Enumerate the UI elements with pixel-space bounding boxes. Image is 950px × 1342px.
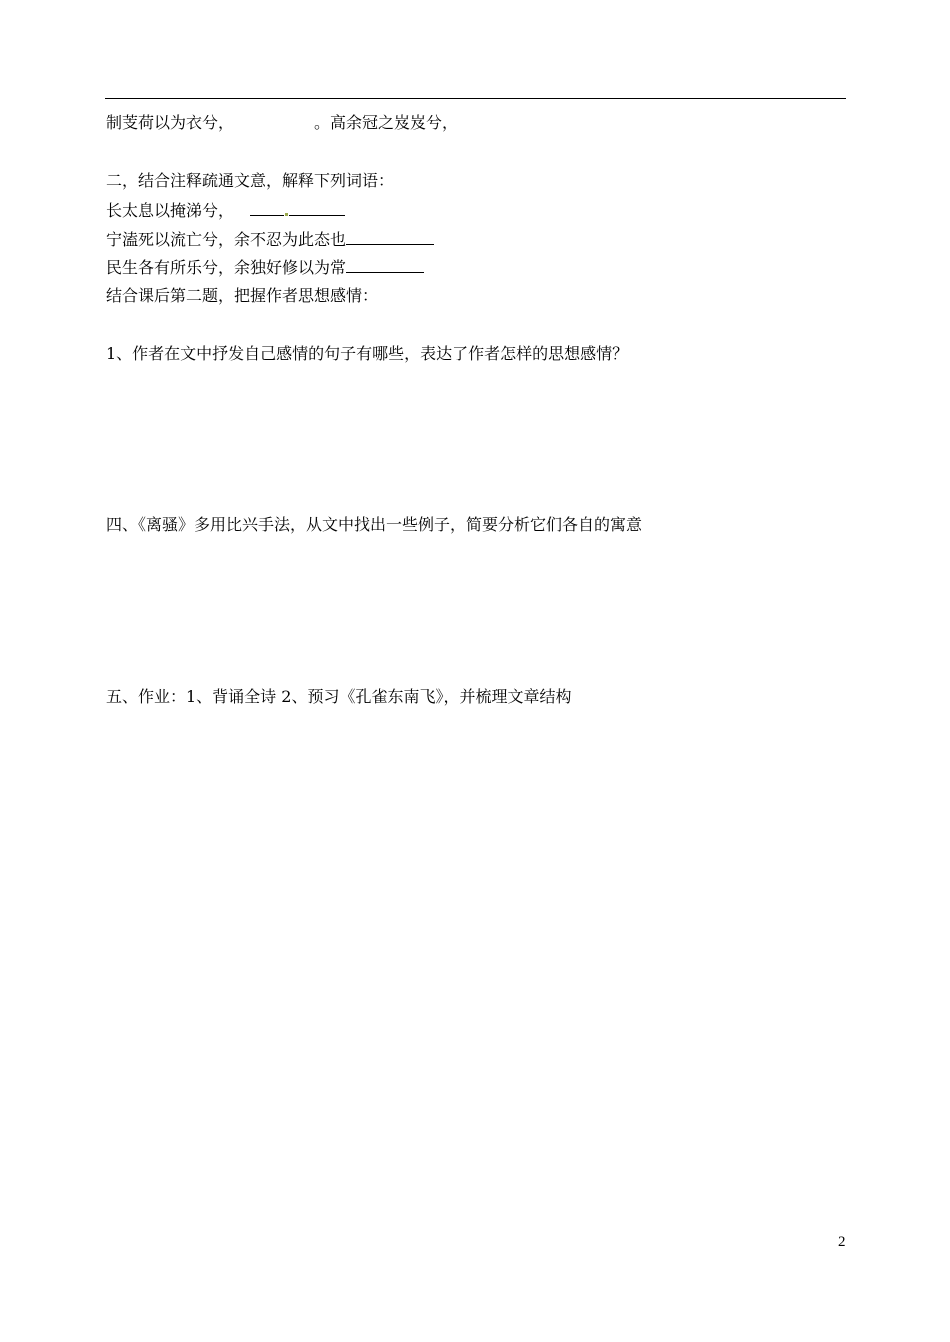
section-three-heading: 结合课后第二题，把握作者思想感情： [106,286,379,305]
vocab-line-1-text: 长太息以掩涕兮， [106,201,235,220]
vocab-line-2 [106,230,434,250]
vocab-line-2-blank[interactable] [346,230,434,245]
vocab-line-2-text: 宁溘死以流亡兮，余不忍为此态也 [106,230,347,249]
verse-line-1-second: 。高余冠之岌岌兮， [314,113,459,132]
vocab-line-1-blank-a[interactable] [250,201,284,216]
question-1: 1、作者在文中抒发自己感情的句子有哪些，表达了作者怎样的思想感情？ [106,344,629,363]
vocab-line-3-text: 民生各有所乐兮，余独好修以为常 [106,258,347,277]
section-four-heading: 四、《离骚》多用比兴手法，从文中找出一些例子，简要分析它们各自的寓意 [106,515,643,534]
verse-line-1 [106,113,458,133]
section-five-homework: 五、作业：1、背诵全诗 2、预习《孔雀东南飞》，并梳理文章结构 [106,687,572,706]
vocab-line-1 [106,201,345,221]
vocab-line-3 [106,258,424,278]
header-rule [105,98,846,99]
highlight-mark [285,213,288,216]
verse-line-1-first: 制芰荷以为衣兮， [106,113,235,132]
vocab-line-3-blank[interactable] [346,258,424,273]
vocab-line-1-blank-b[interactable] [289,201,345,216]
section-two-heading: 二，结合注释疏通文意，解释下列词语： [106,171,395,190]
page-number: 2 [838,1234,846,1250]
